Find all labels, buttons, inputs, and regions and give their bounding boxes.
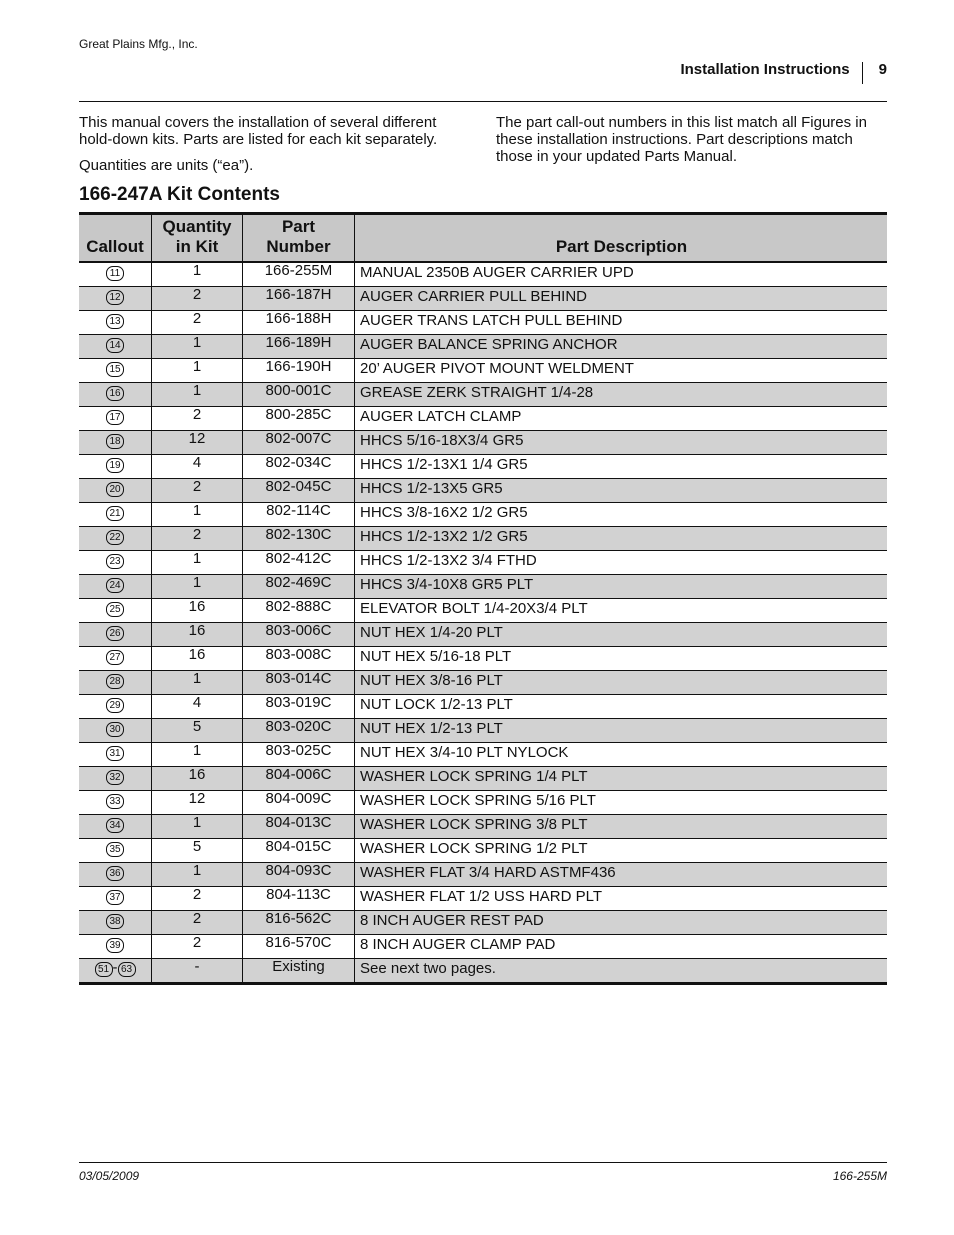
page-header: [680, 58, 887, 80]
description-cell: NUT HEX 3/4-10 PLT NYLOCK: [355, 743, 888, 767]
part-number-cell: 803-020C: [243, 719, 355, 743]
description-cell: NUT HEX 3/8-16 PLT: [355, 671, 888, 695]
callout-badge: 23: [106, 554, 124, 569]
callout-badge: 21: [106, 506, 124, 521]
part-number-cell: 816-562C: [243, 911, 355, 935]
part-number-cell: 803-014C: [243, 671, 355, 695]
intro-left-column: [79, 114, 459, 183]
callout-badge: 63: [118, 962, 136, 977]
description-cell: WASHER FLAT 1/2 USS HARD PLT: [355, 887, 888, 911]
callout-badge: 51: [95, 962, 113, 977]
description-cell: HHCS 1/2-13X2 1/2 GR5: [355, 527, 888, 551]
callout-cell: [79, 335, 152, 359]
table-row: [79, 623, 887, 647]
description-cell: NUT HEX 1/4-20 PLT: [355, 623, 888, 647]
quantity-cell: 5: [152, 839, 243, 863]
quantity-cell: 16: [152, 623, 243, 647]
table-row: [79, 551, 887, 575]
quantity-cell: 1: [152, 383, 243, 407]
header-quantity-line2: in Kit: [175, 237, 219, 256]
table-row: [79, 671, 887, 695]
description-cell: NUT HEX 5/16-18 PLT: [355, 647, 888, 671]
callout-cell: [79, 311, 152, 335]
callout-cell: [79, 959, 152, 984]
callout-cell: [79, 527, 152, 551]
callout-cell: [79, 911, 152, 935]
part-number-cell: 802-888C: [243, 599, 355, 623]
quantity-cell: -: [152, 959, 243, 984]
header-part-line1: Part: [281, 217, 316, 236]
quantity-cell: 1: [152, 671, 243, 695]
table-header-row: [79, 214, 887, 263]
description-cell: HHCS 1/2-13X5 GR5: [355, 479, 888, 503]
quantity-cell: 1: [152, 335, 243, 359]
quantity-cell: 4: [152, 695, 243, 719]
callout-cell: [79, 839, 152, 863]
table-row: [79, 335, 887, 359]
footer-doc-number: 166-255M: [832, 1169, 887, 1183]
quantity-cell: 2: [152, 287, 243, 311]
intro-paragraph-1: This manual covers the installation of several different hold-down kits. Parts are listed for each kit separately.: [79, 114, 438, 148]
part-number-cell: 804-093C: [243, 863, 355, 887]
callout-badge: 12: [106, 290, 124, 305]
table-row: [79, 911, 887, 935]
callout-badge: 20: [106, 482, 124, 497]
table-row: [79, 887, 887, 911]
callout-cell: [79, 575, 152, 599]
header-quantity: [152, 214, 243, 263]
part-number-cell: 804-006C: [243, 767, 355, 791]
quantity-cell: 2: [152, 479, 243, 503]
table-row: [79, 575, 887, 599]
description-cell: HHCS 3/8-16X2 1/2 GR5: [355, 503, 888, 527]
part-number-cell: 804-113C: [243, 887, 355, 911]
table-row: [79, 599, 887, 623]
table-row: [79, 527, 887, 551]
intro-right-column: [496, 114, 888, 165]
quantity-cell: 2: [152, 911, 243, 935]
table-row: [79, 767, 887, 791]
description-cell: 20’ AUGER PIVOT MOUNT WELDMENT: [355, 359, 888, 383]
table-row: [79, 863, 887, 887]
description-cell: 8 INCH AUGER REST PAD: [355, 911, 888, 935]
part-number-cell: 802-114C: [243, 503, 355, 527]
footer-date: 03/05/2009: [79, 1169, 140, 1183]
part-number-cell: 816-570C: [243, 935, 355, 959]
description-cell: HHCS 1/2-13X2 3/4 FTHD: [355, 551, 888, 575]
intro-paragraph-3: The part call-out numbers in this list match all Figures in these installation instructions. Part descriptions match those in your updated Parts Manual.: [496, 114, 867, 165]
table-row: [79, 262, 887, 287]
table-row: [79, 503, 887, 527]
part-number-cell: 802-007C: [243, 431, 355, 455]
part-number-cell: 802-045C: [243, 479, 355, 503]
quantity-cell: 1: [152, 815, 243, 839]
callout-badge: 22: [106, 530, 124, 545]
header-part-line2: Number: [266, 237, 331, 256]
table-row: [79, 839, 887, 863]
callout-cell: [79, 287, 152, 311]
quantity-cell: 16: [152, 767, 243, 791]
quantity-cell: 2: [152, 407, 243, 431]
part-number-cell: 800-001C: [243, 383, 355, 407]
quantity-cell: 2: [152, 527, 243, 551]
callout-cell: [79, 407, 152, 431]
quantity-cell: 1: [152, 863, 243, 887]
table-row: [79, 935, 887, 959]
description-cell: AUGER BALANCE SPRING ANCHOR: [355, 335, 888, 359]
callout-badge: 18: [106, 434, 124, 449]
callout-badge: 28: [106, 674, 124, 689]
part-number-cell: 166-255M: [243, 262, 355, 287]
header-part-number: [243, 214, 355, 263]
part-number-cell: 166-189H: [243, 335, 355, 359]
part-number-cell: 802-130C: [243, 527, 355, 551]
quantity-cell: 1: [152, 575, 243, 599]
part-number-cell: 804-009C: [243, 791, 355, 815]
part-number-cell: Existing: [243, 959, 355, 984]
table-row: [79, 287, 887, 311]
header-quantity-line1: Quantity: [162, 217, 232, 236]
quantity-cell: 2: [152, 887, 243, 911]
kit-contents-table: [79, 212, 887, 985]
callout-cell: [79, 623, 152, 647]
header-callout: Callout: [79, 214, 152, 263]
description-cell: AUGER TRANS LATCH PULL BEHIND: [355, 311, 888, 335]
table-row: [79, 791, 887, 815]
part-number-cell: 802-412C: [243, 551, 355, 575]
callout-cell: [79, 359, 152, 383]
callout-cell: [79, 455, 152, 479]
callout-cell: [79, 791, 152, 815]
part-number-cell: 803-008C: [243, 647, 355, 671]
callout-badge: 38: [106, 914, 124, 929]
callout-cell: [79, 815, 152, 839]
part-number-cell: 804-015C: [243, 839, 355, 863]
quantity-cell: 2: [152, 311, 243, 335]
description-cell: WASHER LOCK SPRING 1/2 PLT: [355, 839, 888, 863]
table-row: [79, 311, 887, 335]
quantity-cell: 1: [152, 743, 243, 767]
callout-badge: 29: [106, 698, 124, 713]
callout-badge: 32: [106, 770, 124, 785]
table-row: [79, 479, 887, 503]
callout-cell: [79, 551, 152, 575]
footer-rule: [79, 1162, 887, 1163]
table-row: [79, 455, 887, 479]
part-number-cell: 803-006C: [243, 623, 355, 647]
callout-cell: [79, 743, 152, 767]
description-cell: See next two pages.: [355, 959, 888, 984]
quantity-cell: 1: [152, 359, 243, 383]
description-cell: NUT LOCK 1/2-13 PLT: [355, 695, 888, 719]
callout-badge: 24: [106, 578, 124, 593]
quantity-cell: 12: [152, 791, 243, 815]
kit-title: 166-247A Kit Contents: [79, 184, 280, 205]
description-cell: 8 INCH AUGER CLAMP PAD: [355, 935, 888, 959]
quantity-cell: 1: [152, 503, 243, 527]
description-cell: HHCS 1/2-13X1 1/4 GR5: [355, 455, 888, 479]
part-number-cell: 800-285C: [243, 407, 355, 431]
table-row: [79, 695, 887, 719]
description-cell: AUGER LATCH CLAMP: [355, 407, 888, 431]
callout-badge: 15: [106, 362, 124, 377]
section-title: Installation Instructions: [680, 60, 850, 78]
quantity-cell: 1: [152, 262, 243, 287]
table-row: [79, 407, 887, 431]
callout-badge: 17: [106, 410, 124, 425]
callout-badge: 16: [106, 386, 124, 401]
description-cell: WASHER LOCK SPRING 3/8 PLT: [355, 815, 888, 839]
callout-cell: [79, 431, 152, 455]
quantity-cell: 2: [152, 935, 243, 959]
callout-cell: [79, 479, 152, 503]
quantity-cell: 16: [152, 647, 243, 671]
part-number-cell: 802-469C: [243, 575, 355, 599]
table-row: [79, 743, 887, 767]
part-number-cell: 803-025C: [243, 743, 355, 767]
header-divider: [862, 62, 863, 84]
description-cell: ELEVATOR BOLT 1/4-20X3/4 PLT: [355, 599, 888, 623]
callout-cell: [79, 262, 152, 287]
callout-badge: 14: [106, 338, 124, 353]
callout-cell: [79, 383, 152, 407]
callout-badge: 37: [106, 890, 124, 905]
callout-badge: 31: [106, 746, 124, 761]
callout-badge: 19: [106, 458, 124, 473]
description-cell: NUT HEX 1/2-13 PLT: [355, 719, 888, 743]
callout-badge: 34: [106, 818, 124, 833]
header-description: Part Description: [355, 214, 888, 263]
callout-badge: 27: [106, 650, 124, 665]
part-number-cell: 166-187H: [243, 287, 355, 311]
callout-cell: [79, 599, 152, 623]
table-row: [79, 383, 887, 407]
part-number-cell: 166-188H: [243, 311, 355, 335]
description-cell: MANUAL 2350B AUGER CARRIER UPD: [355, 262, 888, 287]
quantity-cell: 4: [152, 455, 243, 479]
description-cell: WASHER FLAT 3/4 HARD ASTMF436: [355, 863, 888, 887]
header-rule: [79, 101, 887, 102]
callout-badge: 36: [106, 866, 124, 881]
quantity-cell: 5: [152, 719, 243, 743]
description-cell: WASHER LOCK SPRING 5/16 PLT: [355, 791, 888, 815]
intro-paragraph-2: Quantities are units (“ea”).: [79, 157, 254, 174]
part-number-cell: 166-190H: [243, 359, 355, 383]
description-cell: WASHER LOCK SPRING 1/4 PLT: [355, 767, 888, 791]
table-row: [79, 815, 887, 839]
callout-badge: 35: [106, 842, 124, 857]
description-cell: HHCS 5/16-18X3/4 GR5: [355, 431, 888, 455]
part-number-cell: 802-034C: [243, 455, 355, 479]
quantity-cell: 1: [152, 551, 243, 575]
callout-cell: [79, 503, 152, 527]
table-row: [79, 719, 887, 743]
table-row-existing: [79, 959, 887, 984]
callout-range-separator: -: [112, 959, 118, 976]
callout-cell: [79, 935, 152, 959]
page-number: 9: [878, 60, 887, 78]
callout-cell: [79, 671, 152, 695]
table-row: [79, 431, 887, 455]
callout-badge: 33: [106, 794, 124, 809]
description-cell: GREASE ZERK STRAIGHT 1/4-28: [355, 383, 888, 407]
callout-cell: [79, 647, 152, 671]
callout-badge: 11: [106, 266, 124, 281]
table-row: [79, 647, 887, 671]
callout-badge: 25: [106, 602, 124, 617]
callout-badge: 39: [106, 938, 124, 953]
callout-cell: [79, 719, 152, 743]
callout-cell: [79, 887, 152, 911]
quantity-cell: 16: [152, 599, 243, 623]
company-name: Great Plains Mfg., Inc.: [79, 37, 198, 51]
callout-badge: 26: [106, 626, 124, 641]
quantity-cell: 12: [152, 431, 243, 455]
callout-badge: 13: [106, 314, 124, 329]
part-number-cell: 803-019C: [243, 695, 355, 719]
callout-cell: [79, 767, 152, 791]
description-cell: AUGER CARRIER PULL BEHIND: [355, 287, 888, 311]
callout-badge: 30: [106, 722, 124, 737]
table-row: [79, 359, 887, 383]
callout-cell: [79, 863, 152, 887]
callout-cell: [79, 695, 152, 719]
description-cell: HHCS 3/4-10X8 GR5 PLT: [355, 575, 888, 599]
part-number-cell: 804-013C: [243, 815, 355, 839]
